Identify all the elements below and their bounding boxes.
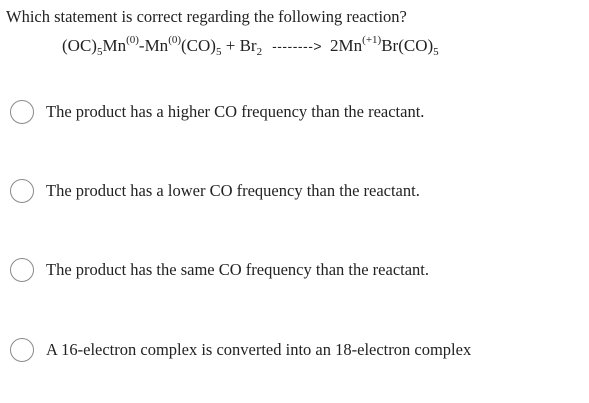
subscript: 5: [433, 46, 439, 58]
product-part: Br(CO): [381, 36, 434, 55]
answer-option-2[interactable]: [10, 177, 420, 205]
reactant-part: Mn: [102, 36, 127, 55]
radio-button[interactable]: [10, 258, 34, 282]
reaction-arrow: -------->: [272, 38, 323, 54]
answer-option-label[interactable]: A 16-electron complex is converted into an 18-electron complex: [46, 340, 472, 359]
oxidation-state: (+1): [362, 34, 382, 46]
answer-option-label[interactable]: The product has the same CO frequency than the reactant.: [46, 260, 430, 279]
radio-button[interactable]: [10, 100, 34, 124]
answer-option-3[interactable]: [10, 256, 429, 284]
reactant-part: -Mn: [138, 36, 169, 55]
reactant-part: (OC): [62, 36, 97, 55]
reactant-part: (CO): [181, 36, 216, 55]
subscript: 2: [256, 46, 263, 58]
answer-option-1[interactable]: [10, 98, 424, 126]
plus-sign: +: [221, 36, 240, 55]
subscript: 5: [96, 46, 103, 58]
oxidation-state: (0): [168, 34, 182, 46]
answer-option-4[interactable]: [10, 336, 471, 364]
subscript: 5: [215, 46, 222, 58]
product-part: 2Mn: [330, 36, 363, 55]
reactant-part: Br: [239, 36, 257, 55]
radio-button[interactable]: [10, 179, 34, 203]
question-text: Which statement is correct regarding the following reaction?: [6, 7, 407, 26]
oxidation-state: (0): [126, 34, 139, 46]
answer-option-label[interactable]: The product has a higher CO frequency than the reactant.: [46, 102, 425, 121]
radio-button[interactable]: [10, 338, 34, 362]
answer-option-label[interactable]: The product has a lower CO frequency than the reactant.: [46, 181, 420, 200]
reaction-equation: [62, 34, 439, 58]
